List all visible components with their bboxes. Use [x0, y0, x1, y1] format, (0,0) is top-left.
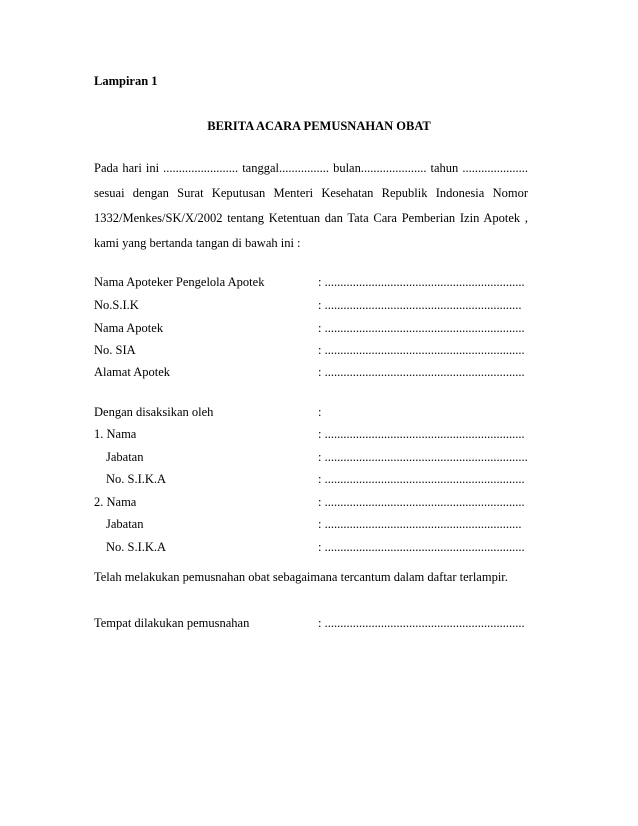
field-label-witnessed-by: Dengan disaksikan oleh — [94, 405, 214, 419]
field-value-witness2-position: : ............................................................... — [318, 517, 522, 531]
field-value-pharmacy-address: : ................................................................ — [318, 365, 525, 379]
intro-line: 1332/Menkes/SK/X/2002 tentang Ketentuan dan Tata Cara Pemberian Izin Apotek , — [94, 211, 528, 225]
intro-line: Pada hari ini ........................ tanggal................ bulan..................... tahun ..................... — [94, 161, 528, 175]
field-value-witnessed-by: : — [318, 405, 322, 419]
field-label-witness1-sika: No. S.I.K.A — [106, 472, 167, 486]
field-label-pharmacy-address: Alamat Apotek — [94, 365, 171, 379]
field-label-sia: No. SIA — [94, 343, 136, 357]
field-label-witness2-sika: No. S.I.K.A — [106, 540, 167, 554]
field-label-destruction-location: Tempat dilakukan pemusnahan — [94, 616, 250, 630]
field-value-witness1-position: : ................................................................. — [318, 450, 528, 464]
attachment-label: Lampiran 1 — [94, 74, 158, 88]
field-label-witness2-name: 2. Nama — [94, 495, 137, 509]
field-value-witness1-name: : ................................................................ — [318, 427, 525, 441]
field-value-witness1-sika: : ................................................................ — [318, 472, 525, 486]
field-label-sik: No.S.I.K — [94, 298, 139, 312]
document-title: BERITA ACARA PEMUSNAHAN OBAT — [207, 119, 431, 133]
field-value-witness2-name: : ................................................................ — [318, 495, 525, 509]
intro-line: kami yang bertanda tangan di bawah ini : — [94, 236, 301, 250]
field-label-witness2-position: Jabatan — [106, 517, 144, 531]
field-value-pharmacy-name: : ................................................................ — [318, 321, 525, 335]
field-label-pharmacy-name: Nama Apotek — [94, 321, 164, 335]
field-value-witness2-sika: : ................................................................ — [318, 540, 525, 554]
destruction-statement: Telah melakukan pemusnahan obat sebagaimana tercantum dalam daftar terlampir. — [94, 570, 508, 584]
field-value-destruction-location: : ................................................................ — [318, 616, 525, 630]
field-label-witness1-name: 1. Nama — [94, 427, 137, 441]
field-value-sia: : ................................................................ — [318, 343, 525, 357]
field-value-sik: : ............................................................... — [318, 298, 522, 312]
intro-line: sesuai dengan Surat Keputusan Menteri Kesehatan Republik Indonesia Nomor — [94, 186, 528, 200]
field-label-pharmacist-name: Nama Apoteker Pengelola Apotek — [94, 275, 265, 289]
field-label-witness1-position: Jabatan — [106, 450, 144, 464]
field-value-pharmacist-name: : ................................................................ — [318, 275, 525, 289]
